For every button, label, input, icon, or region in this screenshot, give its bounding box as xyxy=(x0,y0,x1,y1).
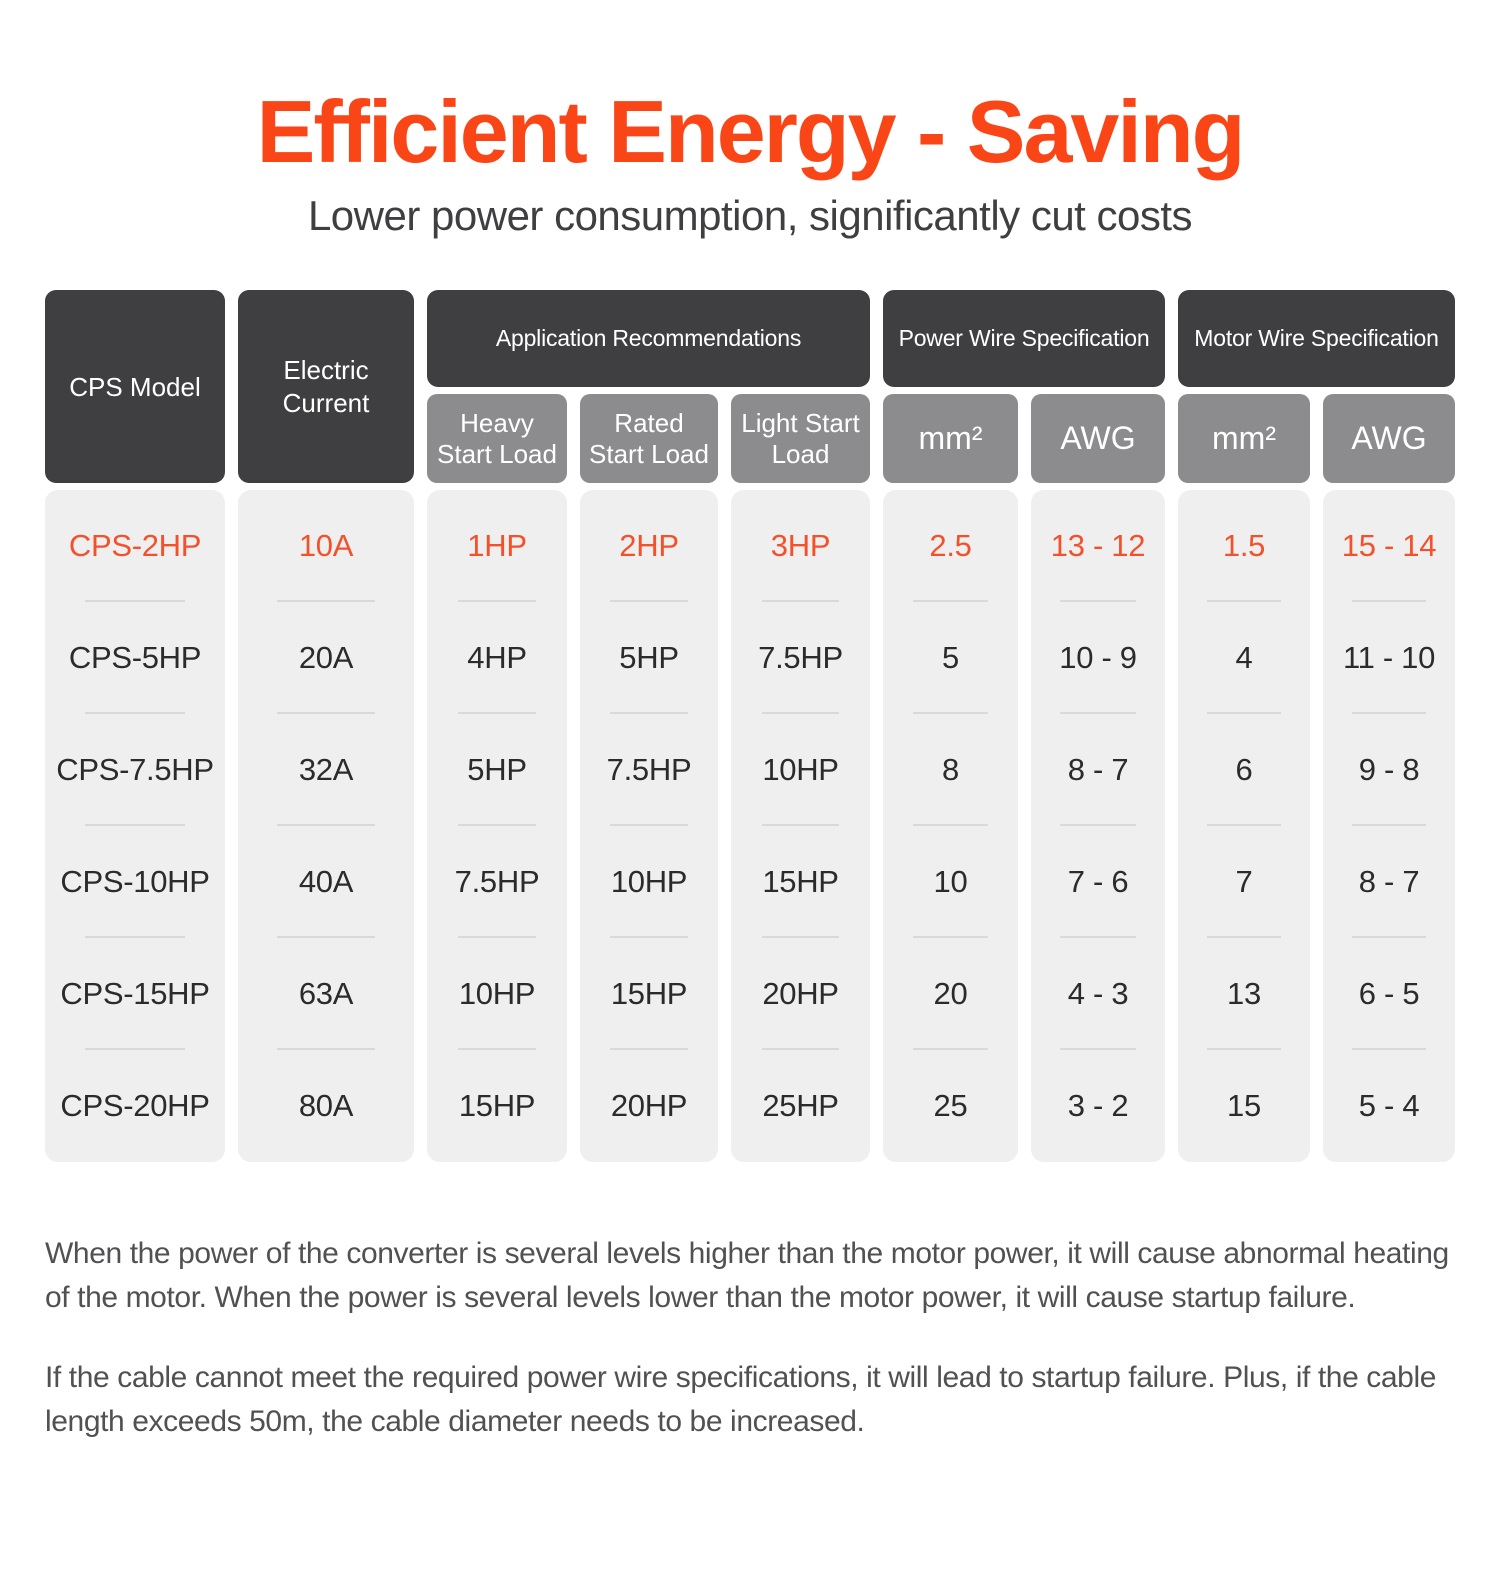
column-header-cps-model: CPS Model xyxy=(45,290,225,483)
table-column xyxy=(883,490,1018,1162)
table-cell: 80A xyxy=(298,1088,354,1124)
table-cell: 11 - 10 xyxy=(1323,602,1455,714)
table-cell: 15 - 14 xyxy=(1323,490,1455,602)
subheader-light-start-load: Light Start Load xyxy=(731,394,870,483)
table-cell: 20HP xyxy=(610,1088,688,1124)
table-cell: 10HP xyxy=(580,826,718,938)
table-cell: 7.5HP xyxy=(427,826,567,938)
spec-table xyxy=(45,290,1455,1162)
table-cell: 8 xyxy=(883,714,1018,826)
table-cell: 6 xyxy=(1178,714,1310,826)
table-column xyxy=(45,490,225,1162)
subheader-power-mm2: mm² xyxy=(883,394,1018,483)
table-cell: 5 xyxy=(883,602,1018,714)
table-cell: CPS-7.5HP xyxy=(45,714,225,826)
note-line: of the motor. When the power is several levels lower than the motor power, it will cause startup failure. xyxy=(45,1281,1356,1315)
subheader-power-awg: AWG xyxy=(1031,394,1165,483)
infographic-page xyxy=(0,82,1500,1586)
group-header-application-recommendations: Application Recommendations xyxy=(427,290,870,387)
table-column xyxy=(1178,490,1310,1162)
table-cell: 4 - 3 xyxy=(1031,938,1165,1050)
table-cell: 9 - 8 xyxy=(1323,714,1455,826)
table-cell: 1.5 xyxy=(1178,490,1310,602)
table-cell: CPS-5HP xyxy=(45,602,225,714)
table-cell: 5HP xyxy=(427,714,567,826)
group-header-power-wire-specification: Power Wire Specification xyxy=(883,290,1165,387)
table-column xyxy=(1031,490,1165,1162)
note-converter-power xyxy=(45,1232,1455,1320)
table-cell: 10A xyxy=(238,490,414,602)
page-title: Efficient Energy - Saving xyxy=(256,82,1244,181)
table-cell: 13 - 12 xyxy=(1031,490,1165,602)
table-cell: CPS-20HP xyxy=(60,1088,210,1124)
subheader-motor-mm2: mm² xyxy=(1178,394,1310,483)
table-cell: 15HP xyxy=(731,826,870,938)
table-column xyxy=(731,490,870,1162)
page-subtitle: Lower power consumption, significantly cut costs xyxy=(307,192,1193,240)
note-line: length exceeds 50m, the cable diameter needs to be increased. xyxy=(45,1405,865,1439)
table-cell: 4 xyxy=(1178,602,1310,714)
note-line: When the power of the converter is several levels higher than the motor power, it will cause abnormal heating xyxy=(45,1237,1449,1271)
table-cell: 2HP xyxy=(580,490,718,602)
footnotes xyxy=(45,1232,1455,1444)
table-cell: 25 xyxy=(933,1088,968,1124)
table-cell: 10HP xyxy=(731,714,870,826)
table-cell: 6 - 5 xyxy=(1323,938,1455,1050)
table-column xyxy=(580,490,718,1162)
subheader-heavy-start-load: Heavy Start Load xyxy=(427,394,567,483)
table-cell: CPS-10HP xyxy=(45,826,225,938)
table-cell: 13 xyxy=(1178,938,1310,1050)
table-cell: 63A xyxy=(238,938,414,1050)
table-cell: 3HP xyxy=(731,490,870,602)
table-cell: 5 - 4 xyxy=(1358,1088,1420,1124)
table-cell: 5HP xyxy=(580,602,718,714)
table-cell: CPS-15HP xyxy=(45,938,225,1050)
column-header-electric-current: Electric Current xyxy=(238,290,414,483)
table-cell: 15 xyxy=(1227,1088,1261,1124)
table-cell: 8 - 7 xyxy=(1323,826,1455,938)
table-cell: 2.5 xyxy=(883,490,1018,602)
table-cell: 10 - 9 xyxy=(1031,602,1165,714)
subheader-rated-start-load: Rated Start Load xyxy=(580,394,718,483)
table-cell: 8 - 7 xyxy=(1031,714,1165,826)
table-cell: 15HP xyxy=(580,938,718,1050)
table-cell: 15HP xyxy=(458,1088,536,1124)
table-cell: 7 - 6 xyxy=(1031,826,1165,938)
table-cell: 10HP xyxy=(427,938,567,1050)
table-cell: 1HP xyxy=(427,490,567,602)
table-cell: 4HP xyxy=(427,602,567,714)
table-cell: 20HP xyxy=(731,938,870,1050)
table-cell: 32A xyxy=(238,714,414,826)
group-header-motor-wire-specification: Motor Wire Specification xyxy=(1178,290,1455,387)
table-cell: CPS-2HP xyxy=(45,490,225,602)
table-column xyxy=(427,490,567,1162)
subheader-motor-awg: AWG xyxy=(1323,394,1455,483)
table-cell: 7.5HP xyxy=(580,714,718,826)
note-line: If the cable cannot meet the required power wire specifications, it will lead to startup failure. Plus, if the cable xyxy=(45,1361,1437,1395)
table-cell: 10 xyxy=(883,826,1018,938)
note-cable-spec xyxy=(45,1356,1455,1444)
table-column xyxy=(238,490,414,1162)
table-cell: 20A xyxy=(238,602,414,714)
table-cell: 7 xyxy=(1178,826,1310,938)
table-cell: 3 - 2 xyxy=(1067,1088,1129,1124)
table-column xyxy=(1323,490,1455,1162)
table-cell: 7.5HP xyxy=(731,602,870,714)
table-cell: 40A xyxy=(238,826,414,938)
table-cell: 25HP xyxy=(762,1088,839,1124)
table-cell: 20 xyxy=(883,938,1018,1050)
